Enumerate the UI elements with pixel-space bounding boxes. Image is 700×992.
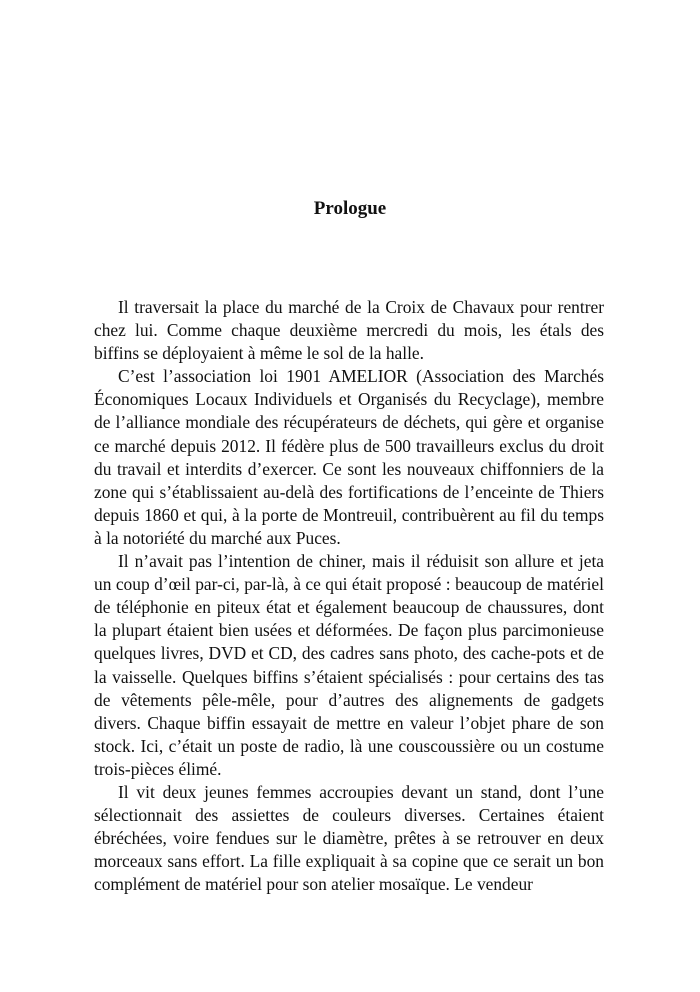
paragraph: Il n’avait pas l’intention de chiner, mais il réduisit son allure et jeta un coup d’œil par-ci, par-là, à ce qui était proposé : beaucoup de matériel de téléphonie en piteux état et également beaucoup de chaussures, dont la plupart étaient bien usées et déformées. De façon plus parcimonieuse quelques livres, DVD et CD, des cadres sans photo, des cache-pots et de la vaisselle. Quelques biffins s’étaient spécialisés : pour certains des tas de vêtements pêle-mêle, pour d’autres des alignements de gadgets divers. Chaque biffin essayait de mettre en valeur l’objet phare de son stock. Ici, c’était un poste de radio, là une couscoussière ou un costume trois-pièces élimé.: [94, 551, 604, 779]
paragraph: C’est l’association loi 1901 AMELIOR (Association des Marchés Économiques Locaux Individuels et Organisés du Recyclage), membre de l’alliance mondiale des récupérateurs de déchets, qui gère et organise ce marché depuis 2012. Il fédère plus de 500 travailleurs exclus du droit du travail et interdits d’exercer. Ce sont les nouveaux chiffonniers de la zone qui s’établissaient au-delà des fortifications de l’enceinte de Thiers depuis 1860 et qui, à la porte de Montreuil, contribuèrent au fil du temps à la notoriété du marché aux Puces.: [94, 366, 604, 548]
paragraph: Il vit deux jeunes femmes accroupies devant un stand, dont l’une sélectionnait des assiettes de couleurs diverses. Certaines étaient ébréchées, voire fendues sur le diamètre, prêtes à se retrouver en deux morceaux sans effort. La fille expliquait à sa copine que ce serait un bon complément de matériel pour son atelier mosaïque. Le vendeur: [94, 781, 604, 895]
paragraph: Il traversait la place du marché de la Croix de Chavaux pour rentrer chez lui. Comme chaque deuxième mercredi du mois, les étals des biffins se déployaient à même le sol de la halle.: [94, 297, 604, 364]
chapter-title: Prologue: [313, 198, 387, 219]
chapter-body: [94, 296, 604, 896]
